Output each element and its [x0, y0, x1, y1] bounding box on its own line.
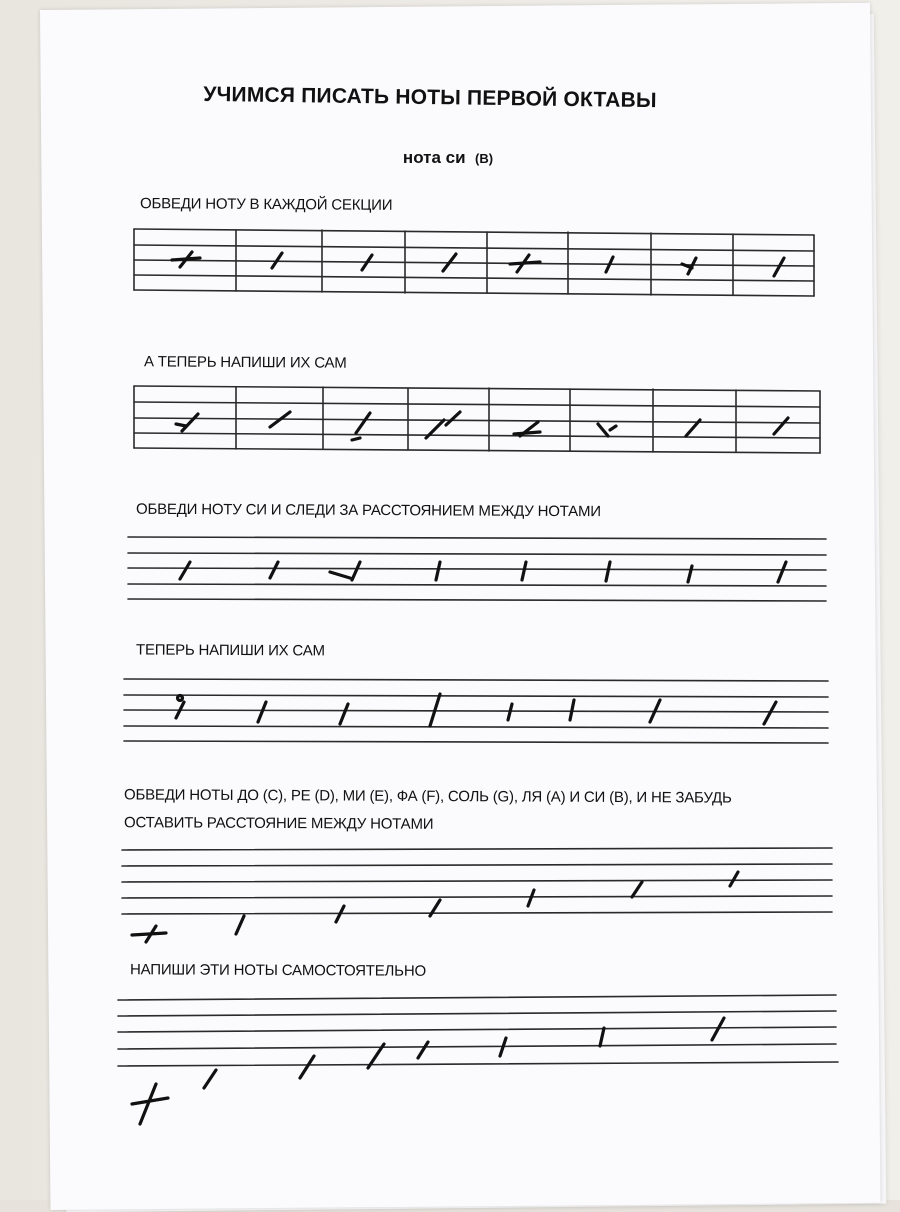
staff-1-notes: [172, 252, 784, 276]
exercise-4-instruction: ТЕПЕРЬ НАПИШИ ИХ САМ: [135, 641, 325, 660]
exercise-6-instruction: НАПИШИ ЭТИ НОТЫ САМОСТОЯТЕЛЬНО: [129, 961, 426, 980]
staff-6: [118, 995, 838, 1066]
exercise-3-instruction: ОБВЕДИ НОТУ СИ И СЛЕДИ ЗА РАССТОЯНИЕМ МЕЖДУ НОТАМИ: [135, 500, 601, 521]
handwritten-notes: [129, 252, 788, 1124]
staff-6-notes: [132, 1018, 724, 1124]
subtitle-note-name: нота си: [402, 148, 466, 167]
staff-3: [128, 537, 826, 601]
worksheet-title: УЧИМСЯ ПИСАТЬ НОТЫ ПЕРВОЙ ОКТАВЫ: [203, 82, 657, 113]
staff-5: [122, 848, 832, 914]
exercise-1-instruction: ОБВЕДИ НОТУ В КАЖДОЙ СЕКЦИИ: [139, 195, 393, 214]
subtitle-note-letter: (B): [475, 151, 494, 166]
staff-3-notes: [180, 562, 786, 582]
exercise-5-instruction-line-1: ОБВЕДИ НОТЫ ДО (C), РЕ (D), МИ (E), ФА (F), СОЛЬ (G), ЛЯ (A) И СИ (B), И НЕ ЗАБУДЬ: [123, 786, 732, 807]
staff-1-sectioned: [134, 229, 814, 296]
exercise-5-instruction-line-2: ОСТАВИТЬ РАССТОЯНИЕ МЕЖДУ НОТАМИ: [123, 814, 434, 833]
staff-2-sectioned: [134, 386, 820, 453]
staff-4: [124, 679, 828, 743]
exercise-2-instruction: А ТЕПЕРЬ НАПИШИ ИХ САМ: [143, 353, 347, 372]
